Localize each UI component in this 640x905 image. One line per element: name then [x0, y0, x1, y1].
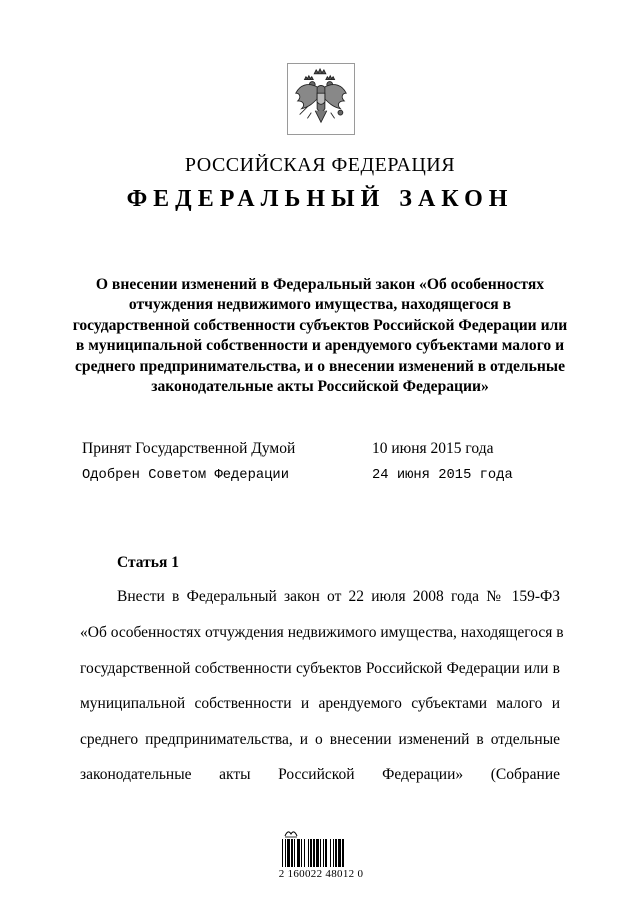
law-title-line: О внесении изменений в Федеральный закон «Об особенностях: [95, 276, 545, 293]
adopted-label: Принят Государственной Думой: [82, 440, 296, 457]
article-text-line: муниципальной собственности и арендуемого субъектами малого и: [80, 695, 560, 712]
law-title-line: среднего предпринимательства, и о внесении изменений в отдельные: [74, 357, 565, 375]
approved-date: 24 июня 2015 года: [372, 468, 513, 483]
document-type-word-2: ЗАКОН: [399, 186, 514, 212]
document-type: [0, 186, 640, 213]
article-text-line: государственной собственности субъектов Российской Федерации или в: [80, 660, 560, 677]
law-title-line: отчуждения недвижимого имущества, находящегося в: [128, 296, 512, 314]
adopted-date: 10 июня 2015 года: [372, 440, 494, 457]
registration-mark-icon: [284, 828, 298, 838]
document-type-word-1: ФЕДЕРАЛЬНЫЙ: [126, 186, 386, 212]
law-title-line: законодательные акты Российской Федерации»: [151, 378, 489, 396]
article-text-line: Внести в Федеральный закон от 22 июля 2008 года № 159-ФЗ: [117, 588, 560, 605]
barcode-bars: [282, 839, 362, 867]
coat-of-arms-icon: [287, 63, 355, 135]
country-name: РОССИЙСКАЯ ФЕДЕРАЦИЯ: [184, 154, 456, 176]
barcode-number: 2 160022 48012 0: [278, 868, 364, 880]
article-text-line: «Об особенностях отчуждения недвижимого имущества, находящегося в: [80, 624, 564, 641]
law-title-line: в муниципальной собственности и арендуемого субъектами малого и: [75, 337, 565, 355]
approved-label: Одобрен Советом Федерации: [82, 468, 289, 483]
law-title: [70, 275, 570, 397]
document-barcode: [278, 828, 364, 880]
article-text-line: среднего предпринимательства, и о внесении изменений в отдельные: [80, 731, 560, 748]
law-title-line: государственной собственности субъектов Российской Федерации или: [72, 316, 568, 334]
article-heading: Статья 1: [117, 554, 179, 571]
article-text-line: законодательные акты Российской Федерации» (Собрание: [80, 766, 560, 783]
